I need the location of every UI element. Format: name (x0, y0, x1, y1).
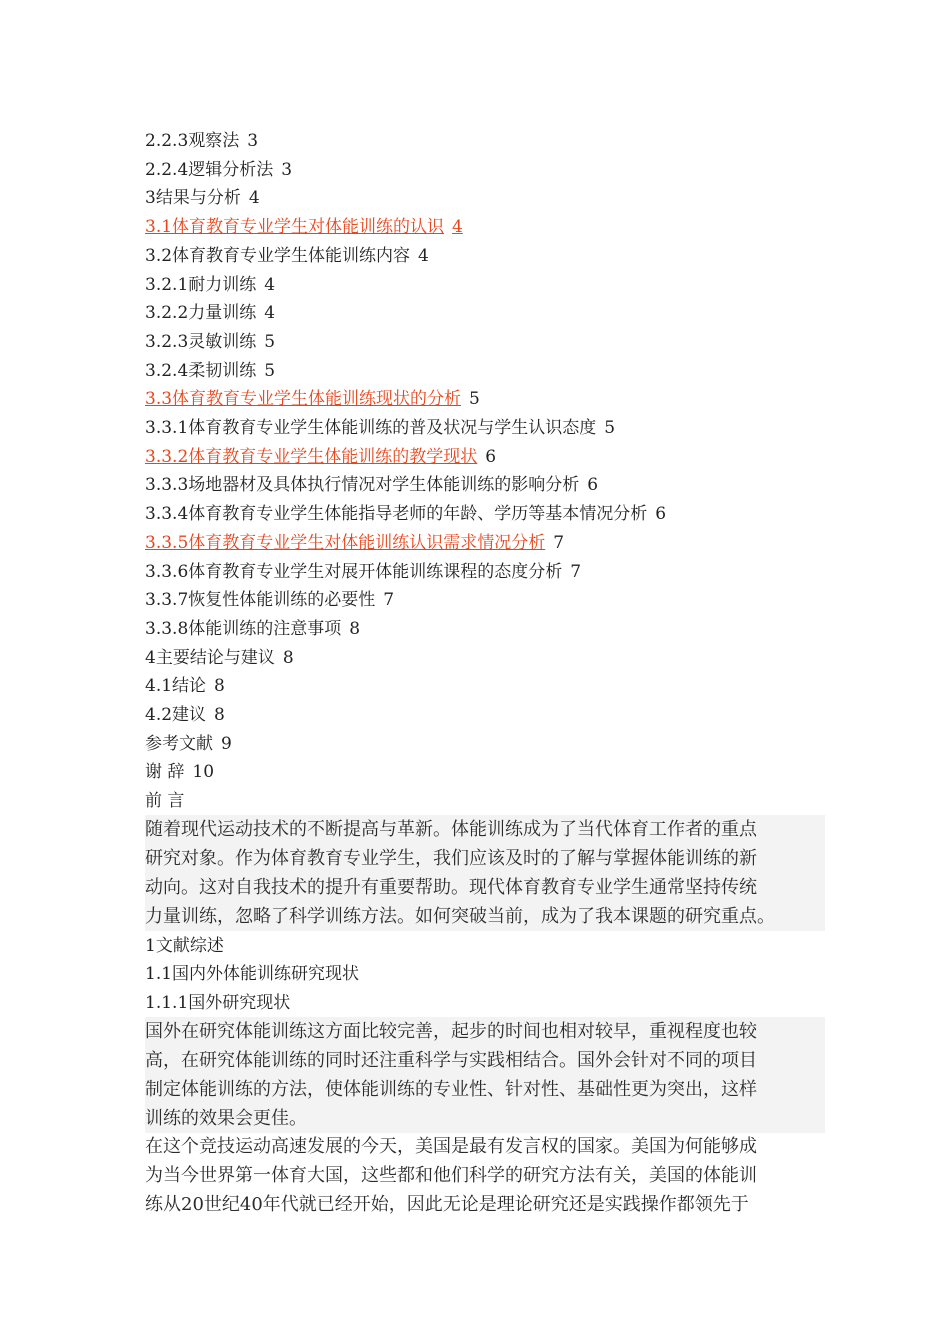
toc-entry-page-number: 8 (349, 618, 361, 639)
toc-entry-title: 3.3.6体育教育专业学生对展开体能训练课程的态度分析 (145, 561, 563, 582)
toc-entry-title: 3.3.8体能训练的注意事项 (145, 618, 342, 639)
toc-entry-title: 3.2.1耐力训练 (145, 274, 257, 295)
toc-entry (145, 474, 598, 496)
toc-entry (145, 360, 275, 382)
toc-entry-title: 3.2体育教育专业学生体能训练内容 (145, 245, 411, 266)
toc-entry-page-number: 8 (214, 705, 225, 725)
toc-entry-page-number: 3 (247, 131, 259, 151)
toc-entry-title: 3.3.3场地器材及具体执行情况对学生体能训练的影响分析 (145, 475, 580, 496)
paragraph-line: 为当今世界第一体育大国，这些都和他们科学的研究方法有关，美国的体能训 (145, 1165, 757, 1186)
toc-entry (145, 130, 258, 152)
toc-entry-page-number: 6 (485, 446, 497, 467)
toc-entry (145, 675, 225, 697)
paragraph-line: 制定体能训练的方法，使体能训练的专业性、针对性、基础性更为突出，这样 (145, 1079, 757, 1100)
toc-entry (145, 761, 214, 783)
toc-entry (145, 302, 275, 324)
toc-entry-page-number: 5 (264, 331, 276, 352)
toc-entry-title: 4.2建议 (145, 705, 207, 725)
paragraph-line: 训练的效果会更佳。 (145, 1108, 307, 1129)
toc-entry[interactable] (145, 532, 564, 554)
paragraph-line: 力量训练，忽略了科学训练方法。如何突破当前，成为了我本课题的研究重点。 (145, 906, 775, 927)
paragraph-line: 国外在研究体能训练这方面比较完善，起步的时间也相对较早，重视程度也较 (145, 1021, 757, 1042)
toc-entry (145, 561, 581, 583)
toc-entry (145, 245, 429, 267)
toc-entry (145, 733, 232, 755)
toc-entry-page-number: 4 (264, 274, 276, 295)
toc-entry-title[interactable]: 3.3体育教育专业学生体能训练现状的分析 (145, 389, 462, 410)
toc-entry-title: 3.3.4体育教育专业学生体能指导老师的年龄、学历等基本情况分析 (145, 504, 648, 525)
paragraph-line: 练从20世纪40年代就已经开始，因此无论是理论研究还是实践操作都领先于 (145, 1194, 749, 1215)
section-heading-1: 1文献综述 (145, 936, 224, 956)
toc-entry-title: 3.3.1体育教育专业学生体能训练的普及状况与学生认识态度 (145, 418, 597, 438)
toc-entry-page-number: 9 (221, 733, 232, 754)
paragraph-line: 随着现代运动技术的不断提高与革新。体能训练成为了当代体育工作者的重点 (145, 819, 757, 840)
toc-entry (145, 704, 225, 726)
toc-entry (145, 618, 360, 640)
toc-entry-page-number: 5 (264, 360, 276, 381)
preface-paragraph (145, 815, 825, 931)
toc-entry-title: 3.3.7恢复性体能训练的必要性 (145, 590, 376, 611)
toc-entry-title[interactable]: 3.3.5体育教育专业学生对体能训练认识需求情况分析 (145, 532, 546, 553)
paragraph-line: 高，在研究体能训练的同时还注重科学与实践相结合。国外会针对不同的项目 (145, 1050, 757, 1071)
toc-entry-page-number[interactable]: 4 (452, 217, 463, 238)
toc-entry-title: 3结果与分析 (145, 188, 241, 209)
toc-entry-page-number: 4 (264, 303, 276, 324)
toc-entry[interactable] (145, 446, 496, 468)
toc-entry-page-number: 4 (418, 245, 429, 266)
toc-entry (145, 503, 666, 525)
body-paragraph-1 (145, 1017, 825, 1133)
toc-entry-page-number: 8 (214, 676, 225, 697)
toc-entry-title: 3.2.2力量训练 (145, 303, 257, 324)
toc-entry (145, 274, 275, 296)
toc-entry-title: 4.1结论 (145, 676, 207, 697)
toc-entry (145, 159, 292, 181)
toc-entry (145, 589, 394, 611)
toc-entry-title: 2.2.3观察法 (145, 131, 240, 151)
toc-entry-title: 2.2.4逻辑分析法 (145, 159, 274, 180)
section-heading-1-1: 1.1国内外体能训练研究现状 (145, 964, 360, 984)
toc-entry (145, 647, 294, 669)
paragraph-line: 在这个竞技运动高速发展的今天，美国是最有发言权的国家。美国为何能够成 (145, 1136, 757, 1157)
toc-entry[interactable] (145, 216, 463, 238)
toc-entry-page-number: 5 (604, 418, 616, 438)
toc-entry-title: 3.2.4柔韧训练 (145, 360, 257, 381)
toc-entry-page-number: 6 (587, 475, 599, 496)
toc-entry-title: 谢 辞 (145, 762, 185, 783)
toc-entry[interactable] (145, 388, 480, 410)
toc-entry-page-number: 4 (248, 188, 260, 209)
toc-entry-title: 3.2.3灵敏训练 (145, 331, 257, 352)
section-heading-1-1-1: 1.1.1国外研究现状 (145, 993, 291, 1013)
toc-entry-title[interactable]: 3.3.2体育教育专业学生体能训练的教学现状 (145, 446, 478, 467)
toc-entry-page-number: 10 (192, 762, 215, 783)
toc-entry-page-number: 5 (469, 389, 480, 410)
toc-entry-title: 4主要结论与建议 (145, 647, 275, 668)
paragraph-line: 动向。这对自我技术的提升有重要帮助。现代体育教育专业学生通常坚持传统 (145, 877, 757, 898)
toc-entry-page-number: 3 (281, 159, 293, 180)
toc-entry-title[interactable]: 3.1体育教育专业学生对体能训练的认识 (145, 217, 445, 238)
toc-entry (145, 417, 615, 439)
preface-heading: 前 言 (145, 791, 185, 811)
toc-entry-page-number: 7 (570, 561, 582, 582)
paragraph-line: 研究对象。作为体育教育专业学生，我们应该及时的了解与掌握体能训练的新 (145, 848, 757, 869)
toc-entry-page-number: 8 (282, 647, 294, 668)
toc-entry-page-number: 6 (655, 504, 667, 525)
toc-entry-title: 参考文献 (145, 733, 213, 754)
toc-entry-page-number: 7 (383, 590, 395, 611)
toc-entry-page-number: 7 (553, 532, 565, 553)
toc-entry (145, 187, 260, 209)
body-paragraph-2 (145, 1132, 825, 1219)
toc-entry (145, 331, 275, 353)
